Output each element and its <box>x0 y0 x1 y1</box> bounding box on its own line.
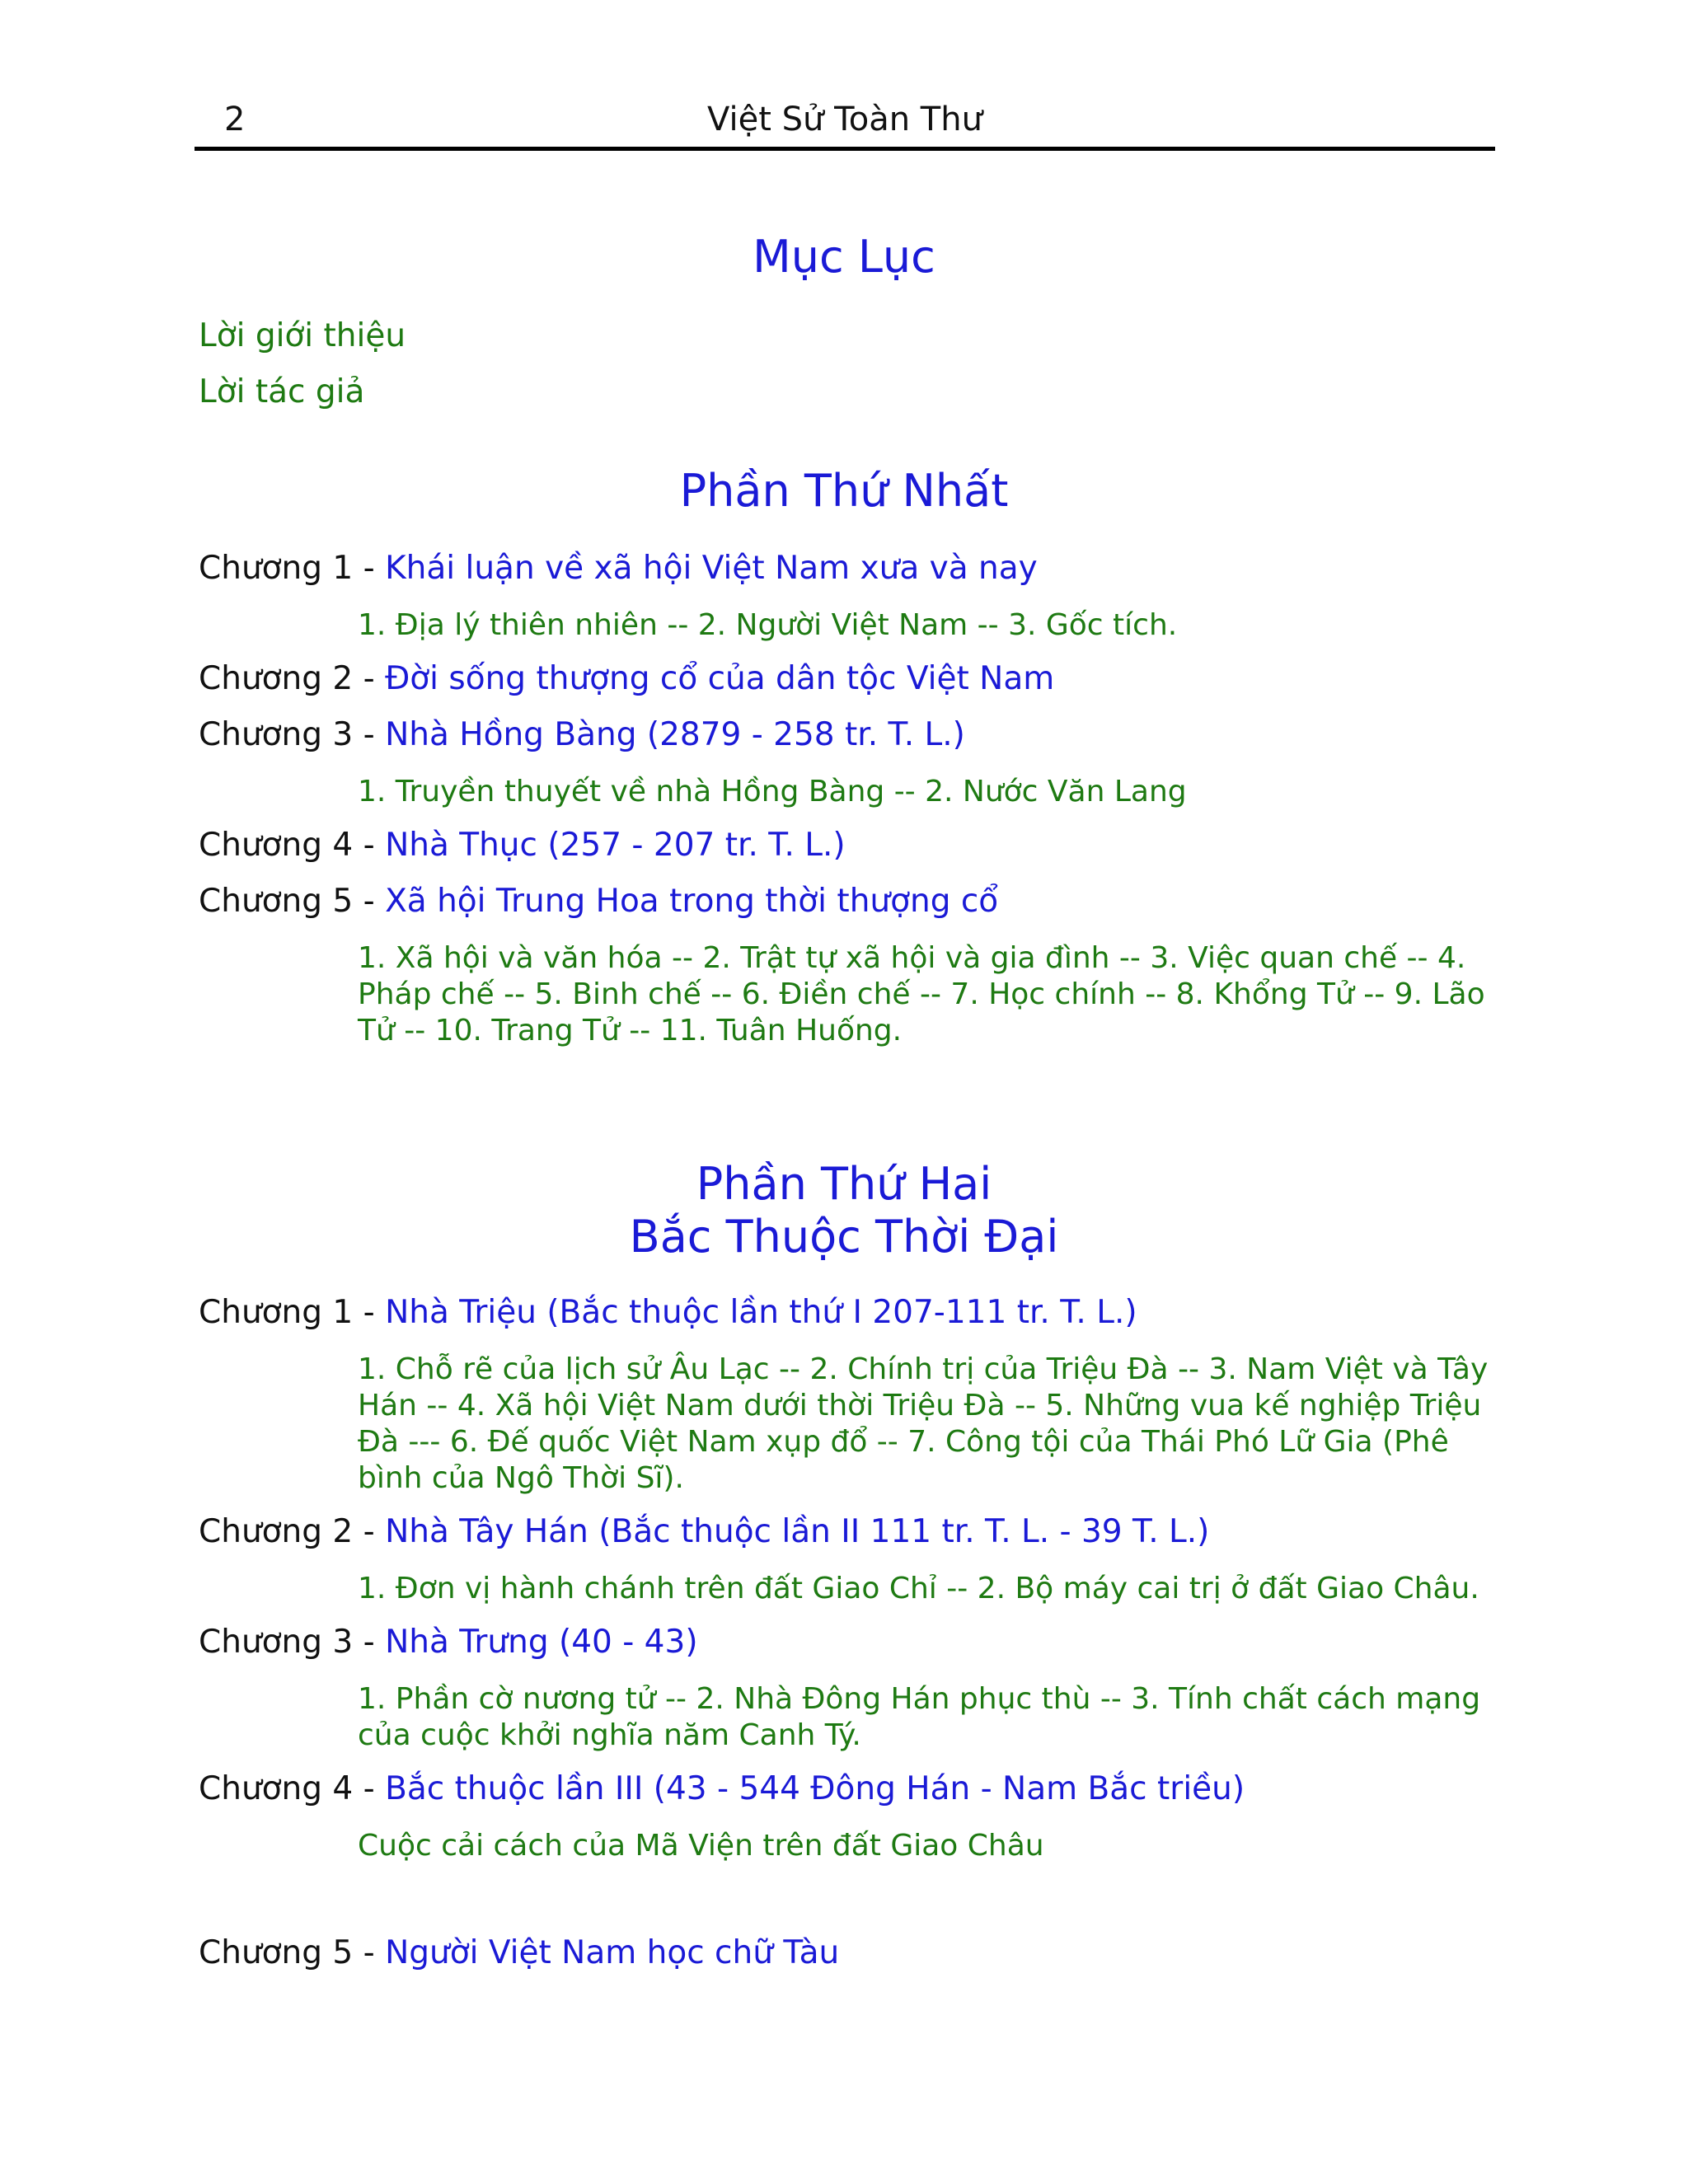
chapter-title[interactable]: Nhà Tây Hán (Bắc thuộc lần II 111 tr. T. L. - 39 T. L.) <box>385 1513 1210 1550</box>
toc-chapter-1-5[interactable] <box>199 883 998 920</box>
toc-chapter-2-1[interactable] <box>199 1294 1137 1331</box>
chapter-prefix: Chương 3 - <box>199 716 386 753</box>
toc-chapter-2-5[interactable] <box>199 1934 839 1971</box>
toc-link-author-preface[interactable]: Lời tác giả <box>199 373 365 410</box>
chapter-2-4-sections: Cuộc cải cách của Mã Viện trên đất Giao Châu <box>358 1829 1044 1863</box>
toc-title: Mục Lục <box>753 231 935 283</box>
chapter-title[interactable]: Đời sống thượng cổ của dân tộc Việt Nam <box>385 660 1055 697</box>
toc-chapter-1-1[interactable] <box>199 550 1038 587</box>
chapter-prefix: Chương 4 - <box>199 1770 386 1807</box>
chapter-title[interactable]: Bắc thuộc lần III (43 - 544 Đông Hán - Nam Bắc triều) <box>385 1770 1245 1807</box>
toc-chapter-2-4[interactable] <box>199 1770 1245 1807</box>
chapter-prefix: Chương 1 - <box>199 1294 386 1331</box>
part2-title: Phần Thứ Hai <box>696 1158 992 1210</box>
toc-link-introduction[interactable]: Lời giới thiệu <box>199 317 406 354</box>
toc-chapter-1-2[interactable] <box>199 660 1054 697</box>
chapter-2-1-sections: 1. Chỗ rẽ của lịch sử Âu Lạc -- 2. Chính trị của Triệu Đà -- 3. Nam Việt và Tây Hán -- 4. Xã hội Việt Nam dưới thời Triệu Đà -- 5. Những vua kế nghiệp Triệu Đà --- 6. Đế quốc Việt Nam xụp đổ -- 7. Công tội của Thái Phó Lữ Gia (Phê bình của Ngô Thời Sĩ). <box>358 1352 1489 1495</box>
toc-chapter-1-3[interactable] <box>199 716 965 753</box>
page-header <box>195 97 1495 151</box>
chapter-2-3-sections: 1. Phần cờ nương tử -- 2. Nhà Đông Hán phục thù -- 3. Tính chất cách mạng của cuộc khởi nghĩa năm Canh Tý. <box>358 1682 1481 1752</box>
chapter-title[interactable]: Nhà Trưng (40 - 43) <box>385 1624 698 1661</box>
chapter-title[interactable]: Nhà Hồng Bàng (2879 - 258 tr. T. L.) <box>385 716 965 753</box>
toc-chapter-2-2[interactable] <box>199 1513 1209 1550</box>
chapter-2-2-sections: 1. Đơn vị hành chánh trên đất Giao Chỉ -- 2. Bộ máy cai trị ở đất Giao Châu. <box>358 1572 1479 1605</box>
chapter-title[interactable]: Nhà Thục (257 - 207 tr. T. L.) <box>385 827 846 864</box>
chapter-prefix: Chương 5 - <box>199 883 386 920</box>
chapter-prefix: Chương 1 - <box>199 550 386 587</box>
chapter-title[interactable]: Khái luận về xã hội Việt Nam xưa và nay <box>385 550 1038 587</box>
toc-chapter-1-4[interactable] <box>199 827 846 864</box>
part1-title: Phần Thứ Nhất <box>679 465 1009 517</box>
chapter-prefix: Chương 4 - <box>199 827 386 864</box>
running-title: Việt Sử Toàn Thư <box>707 101 982 138</box>
chapter-title[interactable]: Người Việt Nam học chữ Tàu <box>385 1934 840 1971</box>
chapter-title[interactable]: Nhà Triệu (Bắc thuộc lần thứ I 207-111 tr. T. L.) <box>385 1294 1137 1331</box>
chapter-1-5-sections: 1. Xã hội và văn hóa -- 2. Trật tự xã hội và gia đình -- 3. Việc quan chế -- 4. Pháp chế -- 5. Binh chế -- 6. Điền chế -- 7. Học chính -- 8. Khổng Tử -- 9. Lão Tử -- 10. Trang Tử -- 11. Tuân Huống. <box>358 941 1485 1047</box>
part2-subtitle: Bắc Thuộc Thời Đại <box>629 1211 1059 1263</box>
chapter-prefix: Chương 3 - <box>199 1624 386 1661</box>
chapter-prefix: Chương 2 - <box>199 1513 386 1550</box>
chapter-prefix: Chương 5 - <box>199 1934 386 1971</box>
chapter-1-3-sections: 1. Truyền thuyết về nhà Hồng Bàng -- 2. Nước Văn Lang <box>358 775 1187 808</box>
page-number: 2 <box>224 101 246 138</box>
chapter-title[interactable]: Xã hội Trung Hoa trong thời thượng cổ <box>385 883 999 920</box>
chapter-prefix: Chương 2 - <box>199 660 386 697</box>
toc-chapter-2-3[interactable] <box>199 1624 698 1661</box>
chapter-1-1-sections: 1. Địa lý thiên nhiên -- 2. Người Việt Nam -- 3. Gốc tích. <box>358 608 1178 642</box>
